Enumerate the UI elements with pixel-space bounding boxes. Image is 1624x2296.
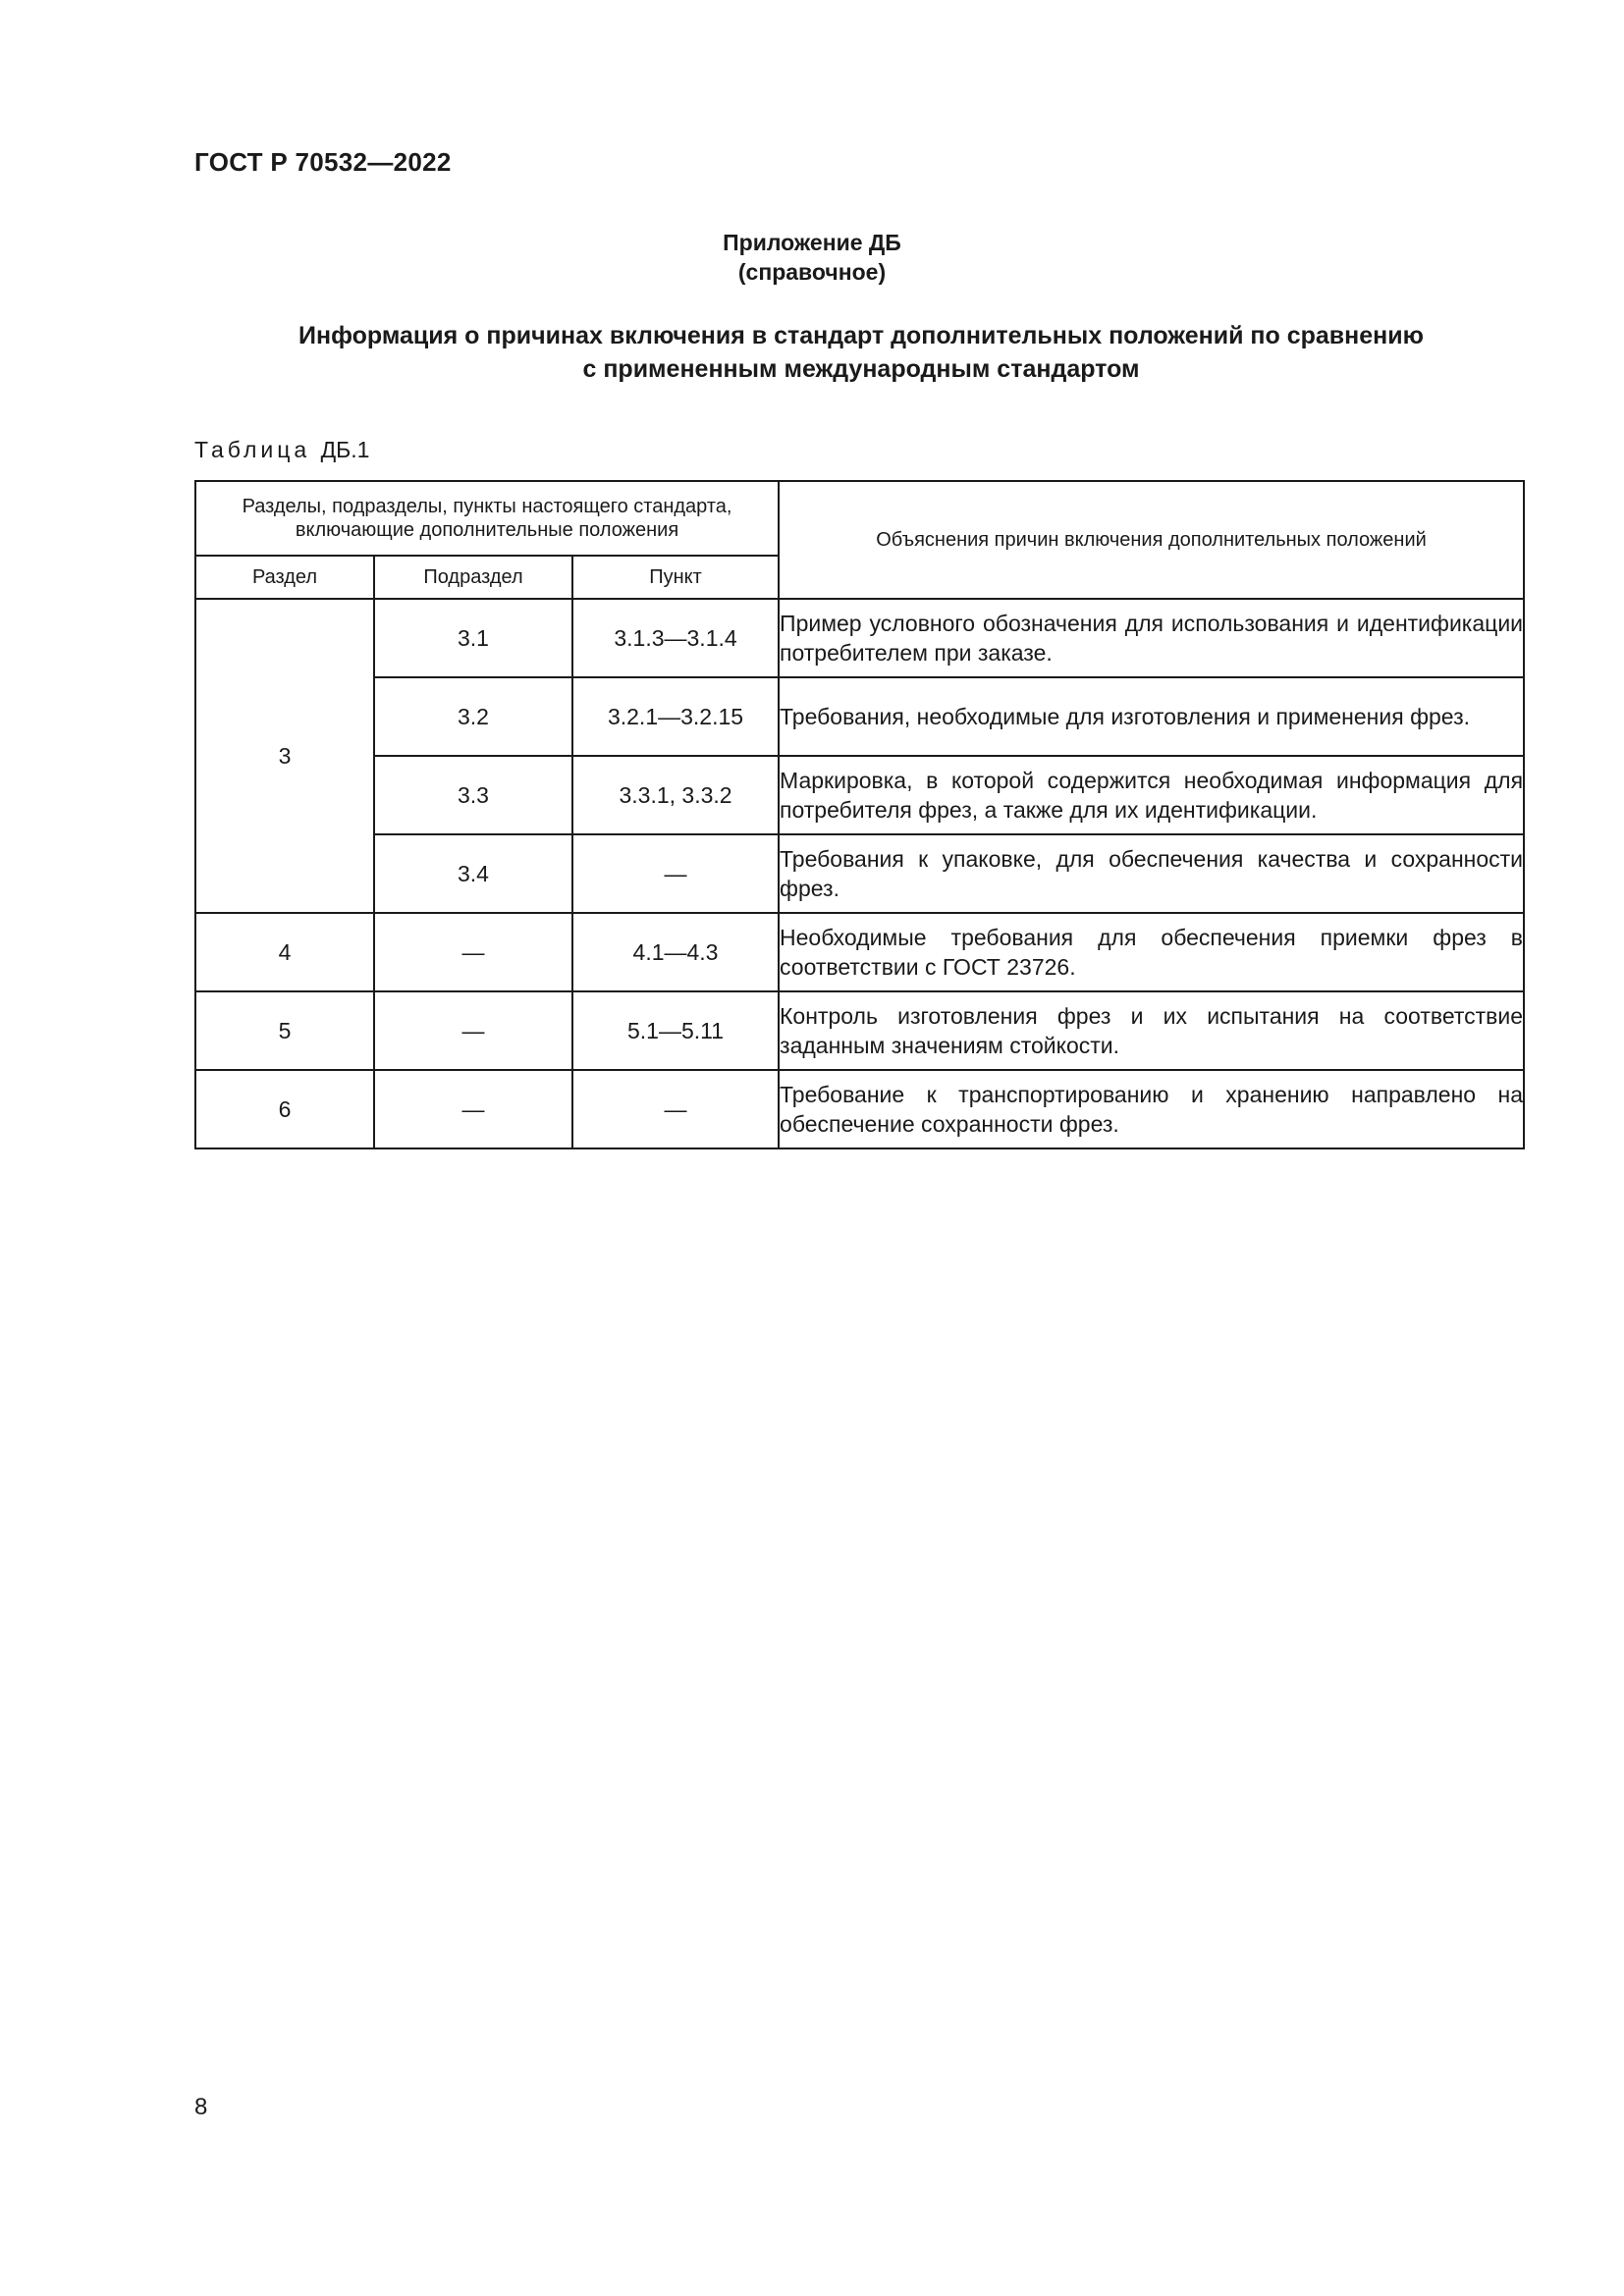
explain-cell: Маркировка, в которой содержится необходимая информация для потребителя фрез, а также для их идентификации. — [779, 756, 1524, 834]
title-line-2: с примененным международным стандартом — [582, 355, 1140, 383]
table-caption-number: ДБ.1 — [320, 437, 370, 462]
explain-cell: Требования, необходимые для изготовления и применения фрез. — [779, 677, 1524, 756]
item-cell: — — [572, 1070, 779, 1148]
subsection-cell: 3.2 — [374, 677, 572, 756]
item-cell: 3.2.1—3.2.15 — [572, 677, 779, 756]
explain-cell: Пример условного обозначения для использования и идентификации потребителем при заказе. — [779, 599, 1524, 677]
explain-cell: Контроль изготовления фрез и их испытания на соответствие заданным значениям стойкости. — [779, 991, 1524, 1070]
table-row — [195, 756, 1524, 834]
table-header-row — [195, 481, 1524, 556]
table-row — [195, 599, 1524, 677]
subsection-cell: 3.1 — [374, 599, 572, 677]
table-row — [195, 834, 1524, 913]
explain-cell: Требования к упаковке, для обеспечения качества и сохранности фрез. — [779, 834, 1524, 913]
table-caption — [194, 437, 369, 463]
additions-table — [194, 480, 1525, 1149]
item-cell: 3.1.3—3.1.4 — [572, 599, 779, 677]
item-cell: 5.1—5.11 — [572, 991, 779, 1070]
explain-cell: Требование к транспортированию и хранению направлено на обеспечение сохранности фрез. — [779, 1070, 1524, 1148]
item-cell: 3.3.1, 3.3.2 — [572, 756, 779, 834]
subsection-cell: — — [374, 991, 572, 1070]
header-explain-cell — [779, 481, 1524, 599]
header-group-text: Разделы, подразделы, пункты настоящего стандарта, включающие дополнительные положения — [242, 496, 732, 541]
explain-cell: Необходимые требования для обеспечения приемки фрез в соответствии с ГОСТ 23726. — [779, 913, 1524, 991]
section-cell: 6 — [195, 1070, 374, 1148]
item-cell: 4.1—4.3 — [572, 913, 779, 991]
page-number: 8 — [194, 2094, 208, 2120]
section-cell: 3 — [195, 599, 374, 913]
subsection-cell: 3.4 — [374, 834, 572, 913]
header-section: Раздел — [195, 556, 374, 599]
item-cell: — — [572, 834, 779, 913]
table-row — [195, 913, 1524, 991]
subsection-cell: 3.3 — [374, 756, 572, 834]
appendix-label: Приложение ДБ — [723, 230, 901, 255]
document-title — [147, 319, 1575, 386]
subsection-cell: — — [374, 1070, 572, 1148]
table-caption-word: Таблица — [194, 437, 311, 462]
header-item: Пункт — [572, 556, 779, 599]
table-row — [195, 1070, 1524, 1148]
header-group-cell — [195, 481, 779, 556]
table-row — [195, 991, 1524, 1070]
table-row — [195, 677, 1524, 756]
title-line-1: Информация о причинах включения в стандарт дополнительных положений по сравнению — [298, 322, 1424, 349]
header-subsection: Подраздел — [374, 556, 572, 599]
section-cell: 5 — [195, 991, 374, 1070]
document-code: ГОСТ Р 70532—2022 — [194, 147, 452, 177]
header-explain-text: Объяснения причин включения дополнительных положений — [876, 529, 1427, 551]
appendix-heading — [0, 228, 1624, 287]
subsection-cell: — — [374, 913, 572, 991]
appendix-type: (справочное) — [737, 259, 887, 285]
section-cell: 4 — [195, 913, 374, 991]
